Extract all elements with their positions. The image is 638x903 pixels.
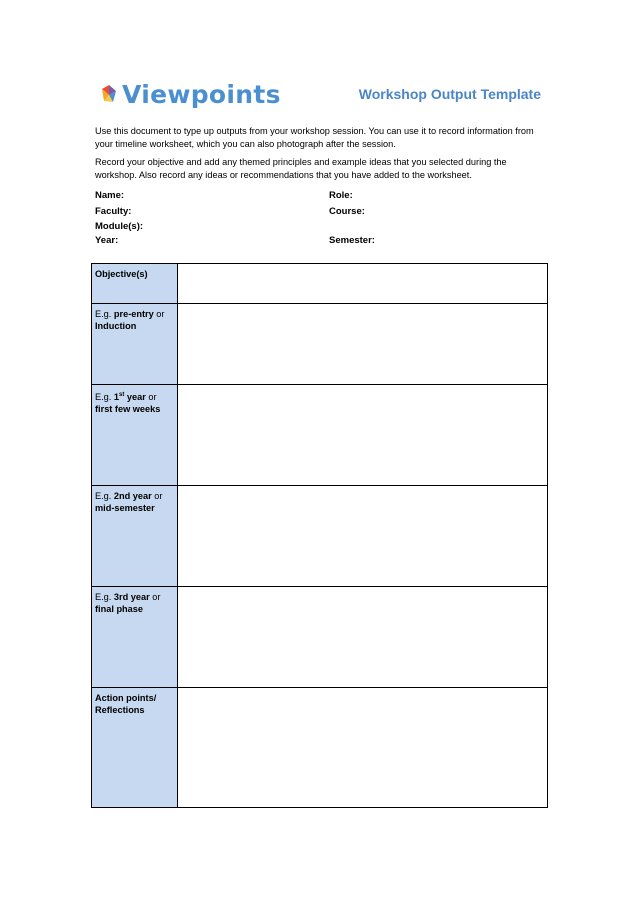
label-prefix: E.g. bbox=[95, 491, 114, 501]
label-prefix: E.g. bbox=[95, 592, 114, 602]
modules-field-label: Module(s): bbox=[95, 221, 144, 232]
table-row-action-points bbox=[92, 688, 548, 808]
action-points-input-cell[interactable] bbox=[178, 688, 548, 808]
label-bold-2: final phase bbox=[95, 604, 143, 614]
row-label-action-points bbox=[92, 688, 178, 808]
label-bold-2: Induction bbox=[95, 321, 137, 331]
row-label-second-year bbox=[92, 486, 178, 587]
table-row-first-year bbox=[92, 385, 548, 486]
row-label-third-year bbox=[92, 587, 178, 688]
table-row-pre-entry bbox=[92, 304, 548, 385]
viewpoints-logo-icon bbox=[100, 83, 118, 105]
name-field-label: Name: bbox=[95, 190, 125, 201]
label-prefix: E.g. bbox=[95, 309, 114, 319]
role-field-label: Role: bbox=[329, 190, 353, 201]
table-row-second-year bbox=[92, 486, 548, 587]
objectives-input-cell[interactable] bbox=[178, 264, 548, 304]
label-bold-1: 2nd year bbox=[113, 491, 152, 501]
second-year-input-cell[interactable] bbox=[178, 486, 548, 587]
objectives-label: Objective(s) bbox=[95, 269, 148, 279]
semester-field-label: Semester: bbox=[329, 235, 375, 246]
label-superscript: st bbox=[119, 392, 125, 398]
action-points-label: Action points/ Reflections bbox=[95, 693, 157, 715]
label-bold-1: 1 bbox=[113, 392, 120, 403]
logo-text: Viewpoints bbox=[122, 79, 281, 109]
year-field-label: Year: bbox=[95, 235, 119, 246]
workshop-output-table bbox=[91, 263, 548, 808]
row-label-objectives bbox=[92, 264, 178, 304]
label-mid: or bbox=[145, 392, 157, 403]
table-row-objectives bbox=[92, 264, 548, 304]
label-bold-1: 3rd year bbox=[113, 592, 150, 602]
label-mid: or bbox=[153, 309, 165, 319]
intro-paragraph-1: Use this document to type up outputs from your workshop session. You can use it to record information from your timeline worksheet, which you can also photograph after the session. bbox=[95, 126, 534, 149]
pre-entry-input-cell[interactable] bbox=[178, 304, 548, 385]
viewpoints-logo bbox=[100, 80, 281, 108]
faculty-field-label: Faculty: bbox=[95, 206, 132, 217]
row-label-first-year bbox=[92, 385, 178, 486]
course-field-label: Course: bbox=[329, 206, 365, 217]
first-year-input-cell[interactable] bbox=[178, 385, 548, 486]
table-row-third-year bbox=[92, 587, 548, 688]
label-prefix: E.g. bbox=[95, 392, 114, 403]
label-mid: or bbox=[151, 491, 163, 501]
row-label-pre-entry bbox=[92, 304, 178, 385]
label-bold-2: first few weeks bbox=[95, 404, 161, 415]
intro-paragraph-2: Record your objective and add any themed principles and example ideas that you selected during the workshop. Also record any ideas or recommendations that you have added to the worksheet. bbox=[95, 157, 507, 180]
page-title: Workshop Output Template bbox=[358, 86, 541, 102]
label-bold-1: pre-entry bbox=[113, 309, 154, 319]
label-mid: or bbox=[149, 592, 161, 602]
third-year-input-cell[interactable] bbox=[178, 587, 548, 688]
label-bold-2: mid-semester bbox=[95, 503, 155, 513]
label-bold-1b: year bbox=[124, 392, 146, 403]
